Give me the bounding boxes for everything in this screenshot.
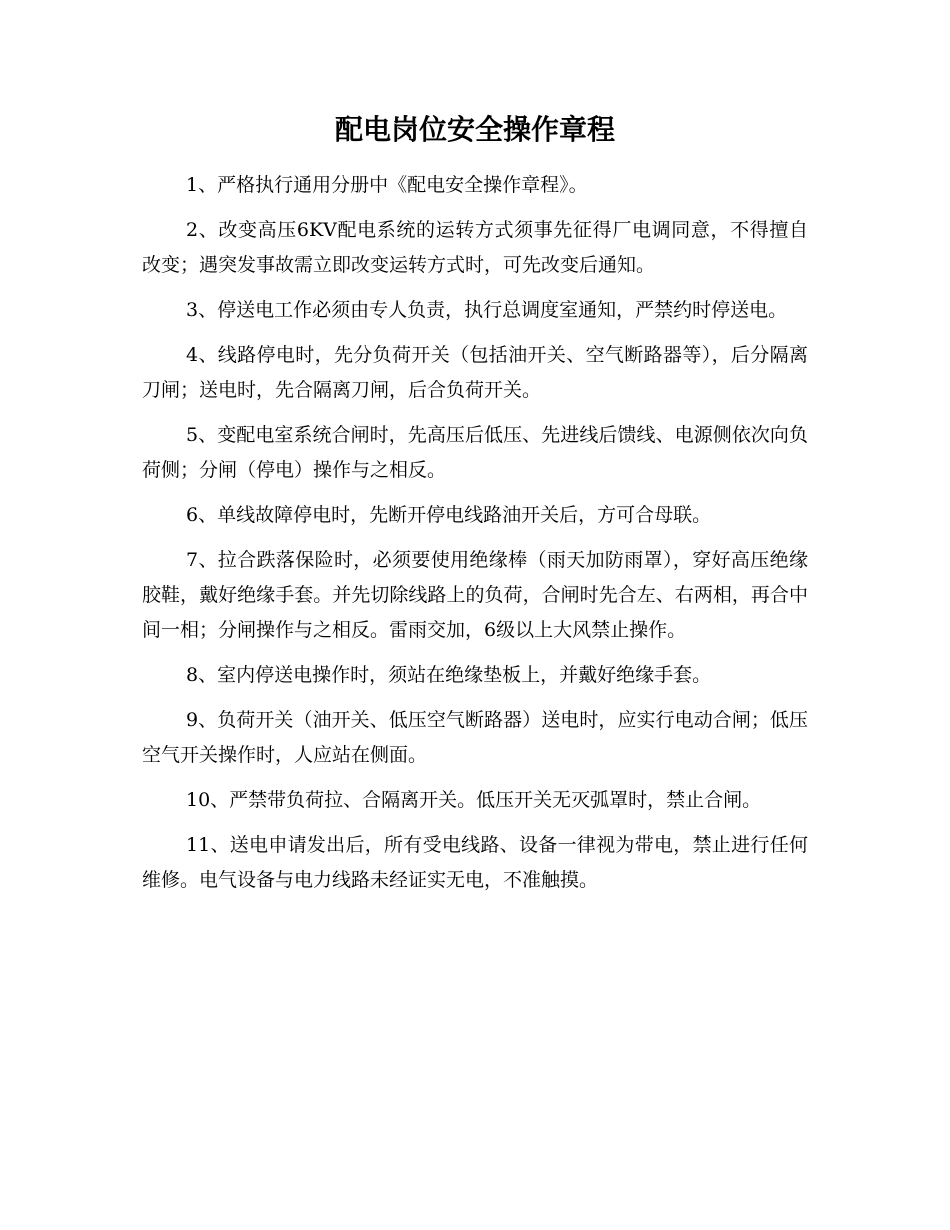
paragraph-1: 1、严格执行通用分册中《配电安全操作章程》。: [186, 174, 588, 196]
paragraph-10: 10、严禁带负荷拉、合隔离开关。低压开关无灭弧罩时，禁止合闸。: [186, 789, 762, 811]
paragraph-5: 5、变配电室系统合闸时，先高压后低压、先进线后馈线、电源侧依次向负荷侧；分闸（停电）操作与之相反。: [142, 424, 808, 481]
paragraph-11: 11、送电申请发出后，所有受电线路、设备一律视为带电，禁止进行任何维修。电气设备与电力线路未经证实无电，不准触摸。: [142, 834, 808, 891]
paragraph-9: 9、负荷开关（油开关、低压空气断路器）送电时，应实行电动合闸；低压空气开关操作时，人应站在侧面。: [142, 709, 808, 766]
document-body: [142, 168, 808, 908]
paragraph-3: 3、停送电工作必须由专人负责，执行总调度室通知，严禁约时停送电。: [186, 299, 788, 321]
paragraph-4: 4、线路停电时，先分负荷开关（包括油开关、空气断路器等），后分隔离刀闸；送电时，先合隔离刀闸，后合负荷开关。: [142, 344, 808, 401]
paragraph-7: 7、拉合跌落保险时，必须要使用绝缘棒（雨天加防雨罩），穿好高压绝缘胶鞋，戴好绝缘手套。并先切除线路上的负荷，合闸时先合左、右两相，再合中间一相；分闸操作与之相反。雷雨交加，6级以上大风禁止操作。: [142, 549, 808, 641]
paragraph-8: 8、室内停送电操作时，须站在绝缘垫板上，并戴好绝缘手套。: [186, 664, 712, 686]
paragraph-2: 2、改变高压6KV配电系统的运转方式须事先征得厂电调同意，不得擅自改变；遇突发事故需立即改变运转方式时，可先改变后通知。: [142, 219, 808, 276]
document-title: 配电岗位安全操作章程: [334, 113, 615, 146]
paragraph-6: 6、单线故障停电时，先断开停电线路油开关后，方可合母联。: [186, 504, 712, 526]
